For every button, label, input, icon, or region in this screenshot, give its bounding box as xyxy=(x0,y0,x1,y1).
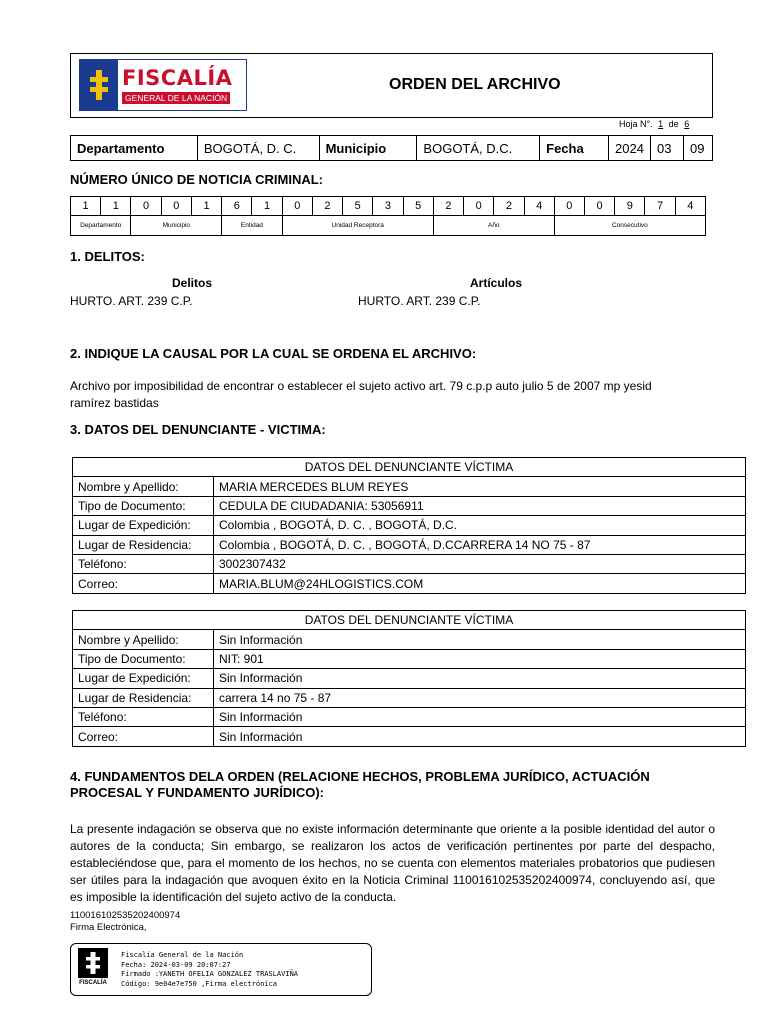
row-label: Lugar de Expedición: xyxy=(73,516,214,535)
row-value: NIT: 901 xyxy=(214,649,746,668)
nunc-digit: 6 xyxy=(222,197,252,216)
table-row xyxy=(73,688,746,707)
delitos-heading: 1. DELITOS: xyxy=(70,249,145,264)
row-label: Tipo de Documento: xyxy=(73,496,214,515)
fecha-year: 2024 xyxy=(609,136,651,161)
nunc-digit: 2 xyxy=(433,197,463,216)
row-value: MARIA.BLUM@24HLOGISTICS.COM xyxy=(214,574,746,593)
municipio-label: Municipio xyxy=(319,136,417,161)
hoja-of: de xyxy=(668,119,679,129)
row-value: MARIA MERCEDES BLUM REYES xyxy=(214,477,746,496)
delitos-column-header: Delitos xyxy=(172,276,213,290)
row-value: 3002307432 xyxy=(214,554,746,573)
causal-heading: 2. INDIQUE LA CAUSAL POR LA CUAL SE ORDENA EL ARCHIVO: xyxy=(70,346,477,361)
nunc-label: Municipio xyxy=(131,216,222,236)
row-label: Tipo de Documento: xyxy=(73,649,214,668)
nunc-digit: 0 xyxy=(161,197,191,216)
nunc-digit: 4 xyxy=(524,197,554,216)
table-row xyxy=(73,630,746,649)
table-title: DATOS DEL DENUNCIANTE VÍCTIMA xyxy=(73,458,746,477)
nunc-digit: 1 xyxy=(101,197,131,216)
nunc-label: Año xyxy=(433,216,554,236)
row-label: Teléfono: xyxy=(73,554,214,573)
table-title: DATOS DEL DENUNCIANTE VÍCTIMA xyxy=(73,611,746,630)
fecha-month: 03 xyxy=(651,136,684,161)
nunc-digit: 0 xyxy=(282,197,312,216)
logo-title: FISCALÍA xyxy=(122,65,233,90)
logo-subtitle: GENERAL DE LA NACIÓN xyxy=(122,92,230,104)
articulo-value: HURTO. ART. 239 C.P. xyxy=(358,294,481,308)
fecha-day: 09 xyxy=(683,136,712,161)
signature-logo xyxy=(74,948,112,992)
nunc-label: Entidad xyxy=(222,216,282,236)
nunc-digit: 0 xyxy=(131,197,161,216)
table-row xyxy=(73,496,746,515)
row-label: Nombre y Apellido: xyxy=(73,477,214,496)
denunciante-heading: 3. DATOS DEL DENUNCIANTE - VICTIMA: xyxy=(70,422,326,437)
electronic-signature xyxy=(70,943,372,996)
nunc-digit: 5 xyxy=(403,197,433,216)
nunc-digit: 1 xyxy=(71,197,101,216)
row-value: Colombia , BOGOTÁ, D. C. , BOGOTÁ, D.CCARRERA 14 NO 75 - 87 xyxy=(214,535,746,554)
nunc-digit: 0 xyxy=(554,197,584,216)
delito-value: HURTO. ART. 239 C.P. xyxy=(70,294,193,308)
causal-line-1: Archivo por imposibilidad de encontrar o establecer el sujeto activo art. 79 c.p.p auto julio 5 de 2007 mp yesid xyxy=(70,379,652,393)
fundamentos-heading-line-2: PROCESAL Y FUNDAMENTO JURÍDICO): xyxy=(70,785,325,800)
nunc-digit: 0 xyxy=(584,197,614,216)
row-value: Sin Información xyxy=(214,630,746,649)
causal-line-2: ramírez bastidas xyxy=(70,396,159,410)
table-row xyxy=(73,554,746,573)
denunciante-table-2 xyxy=(72,610,746,747)
emblem-icon xyxy=(78,948,108,978)
signature-line: Firmado :YANETH OFELIA GONZALEZ TRASLAVIÑA xyxy=(121,970,299,978)
nunc-digit: 0 xyxy=(464,197,494,216)
municipio-value: BOGOTÁ, D.C. xyxy=(417,136,540,161)
departamento-label: Departamento xyxy=(71,136,198,161)
row-label: Correo: xyxy=(73,727,214,746)
nunc-digit: 5 xyxy=(343,197,373,216)
document-title: ORDEN DEL ARCHIVO xyxy=(389,76,561,93)
signature-line: Fecha: 2024-03-09 20:07:27 xyxy=(121,960,231,969)
row-value: Sin Información xyxy=(214,669,746,688)
row-value: CEDULA DE CIUDADANIA: 53056911 xyxy=(214,496,746,515)
signature-line: Código: 9e04e7e750 ,Firma electrónica xyxy=(121,979,277,988)
table-row xyxy=(73,707,746,726)
nunc-heading: NÚMERO ÚNICO DE NOTICIA CRIMINAL: xyxy=(70,172,324,187)
fundamentos-heading-line-1: 4. FUNDAMENTOS DELA ORDEN (RELACIONE HECHOS, PROBLEMA JURÍDICO, ACTUACIÓN xyxy=(70,769,650,784)
nunc-digit: 9 xyxy=(615,197,645,216)
fiscalia-logo xyxy=(79,59,247,111)
row-label: Lugar de Expedición: xyxy=(73,669,214,688)
document-header xyxy=(70,53,713,118)
row-label: Teléfono: xyxy=(73,707,214,726)
table-row xyxy=(73,477,746,496)
table-row xyxy=(73,649,746,668)
table-row xyxy=(73,516,746,535)
nunc-digit: 2 xyxy=(312,197,342,216)
fundamentos-paragraph: La presente indagación se observa que no existe información determinante que oriente a la posible identidad del autor o autores de la conducta; Sin embargo, se realizaron los actos de verificación pertinentes por parte del despacho, estableciéndose que, para el momento de los hechos, no se cuenta con elementos materiales probatorios que pudiesen ser útiles para la indagación que avoquen éxito en la Noticia Criminal 110016102535202400974, concluyendo así, que es imposible la identificación del sujeto activo de la conducta. xyxy=(70,822,715,904)
nunc-label: Unidad Receptora xyxy=(282,216,433,236)
row-value: Sin Información xyxy=(214,727,746,746)
nunc-label: Consecutivo xyxy=(554,216,705,236)
page-indicator xyxy=(619,119,692,129)
location-table xyxy=(70,135,713,161)
table-row xyxy=(73,727,746,746)
firma-label: Firma Electrónica, xyxy=(70,922,147,933)
table-row xyxy=(73,669,746,688)
nunc-digit: 3 xyxy=(373,197,403,216)
row-value: carrera 14 no 75 - 87 xyxy=(214,688,746,707)
row-value: Sin Información xyxy=(214,707,746,726)
row-value: Colombia , BOGOTÁ, D. C. , BOGOTÁ, D.C. xyxy=(214,516,746,535)
articulos-column-header: Artículos xyxy=(470,276,523,290)
nunc-digit: 7 xyxy=(645,197,675,216)
row-label: Correo: xyxy=(73,574,214,593)
signature-logo-text: FISCALÍA xyxy=(79,980,107,986)
row-label: Nombre y Apellido: xyxy=(73,630,214,649)
case-number: 110016102535202400974 xyxy=(70,910,181,921)
nunc-digit: 4 xyxy=(675,197,705,216)
row-label: Lugar de Residencia: xyxy=(73,535,214,554)
table-row xyxy=(73,574,746,593)
nunc-table xyxy=(70,196,706,236)
nunc-label: Departamento xyxy=(71,216,131,236)
signature-line: Fiscalía General de la Nación xyxy=(121,951,244,959)
emblem-icon xyxy=(80,60,118,110)
hoja-current: 1 xyxy=(658,119,664,129)
table-row xyxy=(73,535,746,554)
row-label: Lugar de Residencia: xyxy=(73,688,214,707)
nunc-digit: 1 xyxy=(191,197,221,216)
denunciante-table-1 xyxy=(72,457,746,594)
departamento-value: BOGOTÁ, D. C. xyxy=(197,136,319,161)
hoja-total: 6 xyxy=(684,119,690,129)
hoja-label: Hoja N°. xyxy=(619,119,653,129)
nunc-digit: 1 xyxy=(252,197,282,216)
fecha-label: Fecha xyxy=(540,136,609,161)
nunc-digit: 2 xyxy=(494,197,524,216)
